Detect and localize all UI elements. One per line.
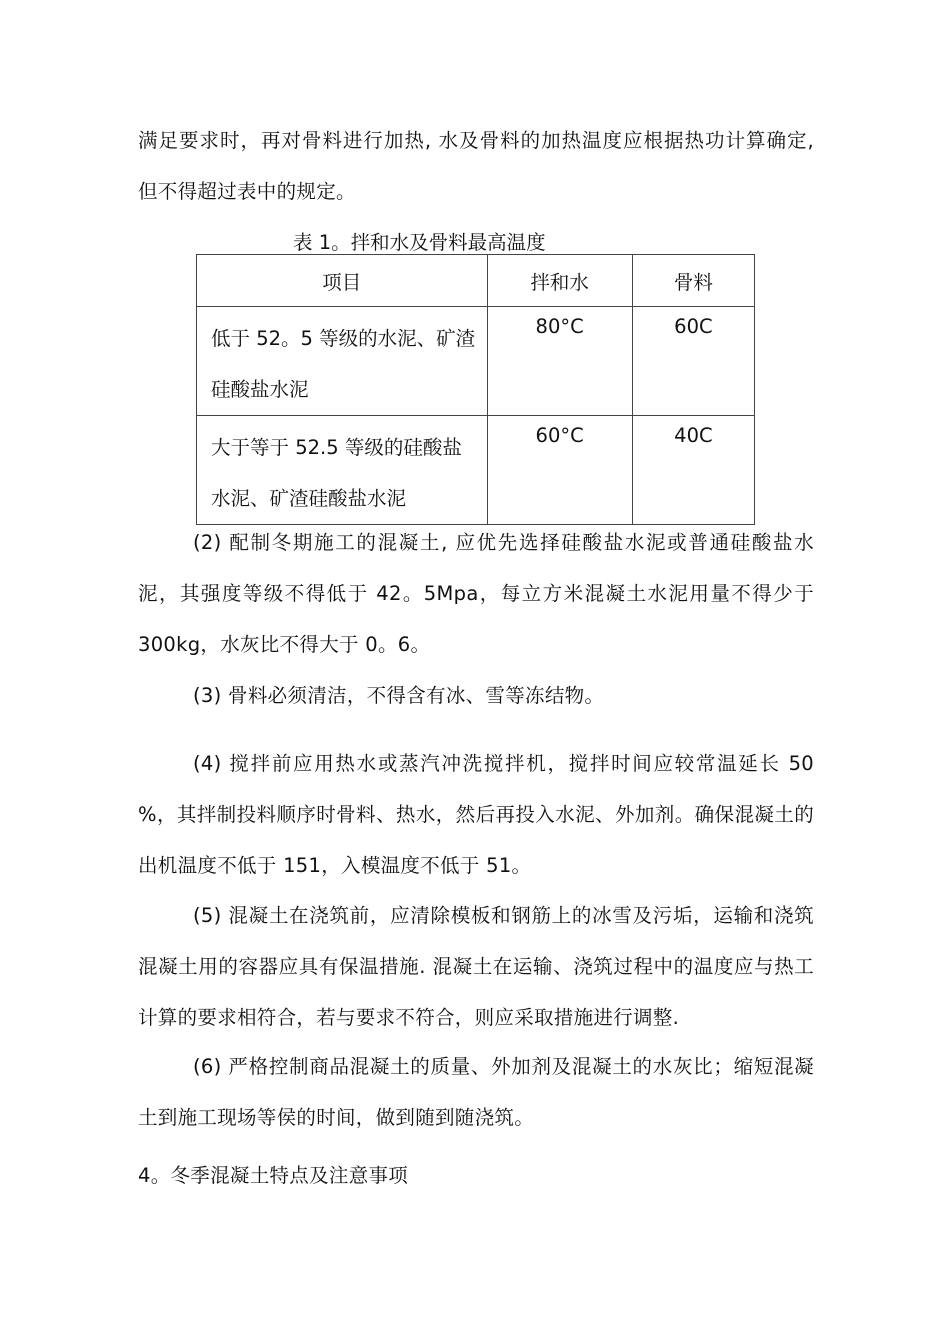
cell-value: 60C xyxy=(674,315,713,338)
paragraph-6: (6) 严格控制商品混凝土的质量、外加剂及混凝土的水灰比；缩短混凝土到施工现场等侯的时间，做到随到随浇筑。 xyxy=(138,1055,814,1129)
table-cell-item xyxy=(197,307,488,416)
cell-text: 低于 52。5 等级的水泥、矿渣硅酸盐水泥 xyxy=(211,327,476,401)
table-header-cell: 项目 xyxy=(197,255,488,307)
cell-value: 60°C xyxy=(535,424,584,447)
cell-value: 40C xyxy=(674,424,713,447)
table-cell-water xyxy=(487,307,632,416)
table-row xyxy=(197,307,755,416)
table-caption: 表 1。拌和水及骨料最高温度 xyxy=(293,231,546,254)
cell-value: 80°C xyxy=(535,315,584,338)
temperature-table xyxy=(196,254,755,525)
paragraph-intro: 满足要求时，再对骨料进行加热, 水及骨料的加热温度应根据热功计算确定, 但不得超过表中的规定。 xyxy=(138,129,814,203)
table-cell-item xyxy=(197,416,488,525)
table-header-row xyxy=(197,255,755,307)
table-header-cell: 骨料 xyxy=(632,255,754,307)
paragraph-5: (5) 混凝土在浇筑前，应清除模板和钢筋上的冰雪及污垢，运输和浇筑混凝土用的容器应具有保温措施. 混凝土在运输、浇筑过程中的温度应与热工计算的要求相符合，若与要求不符合，则应采取措施进行调整. xyxy=(138,904,814,1029)
paragraph-3: (3) 骨料必须清洁，不得含有冰、雪等冻结物。 xyxy=(193,684,605,707)
section-heading: 4。冬季混凝土特点及注意事项 xyxy=(138,1164,409,1187)
table-cell-aggregate xyxy=(632,307,754,416)
table-row xyxy=(197,416,755,525)
paragraph-2: (2) 配制冬期施工的混凝土, 应优先选择硅酸盐水泥或普通硅酸盐水泥，其强度等级不得低于 42。5Mpa，每立方米混凝土水泥用量不得少于 300kg，水灰比不得大于 0。6。 xyxy=(138,531,814,656)
table-cell-water xyxy=(487,416,632,525)
table-cell-aggregate xyxy=(632,416,754,525)
table-header-cell: 拌和水 xyxy=(487,255,632,307)
paragraph-4: (4) 搅拌前应用热水或蒸汽冲洗搅拌机，搅拌时间应较常温延长 50 %，其拌制投料顺序时骨料、热水，然后再投入水泥、外加剂。确保混凝土的出机温度不低于 151，入模温度不低于 51。 xyxy=(138,752,814,877)
cell-text: 大于等于 52.5 等级的硅酸盐水泥、矿渣硅酸盐水泥 xyxy=(211,436,462,510)
